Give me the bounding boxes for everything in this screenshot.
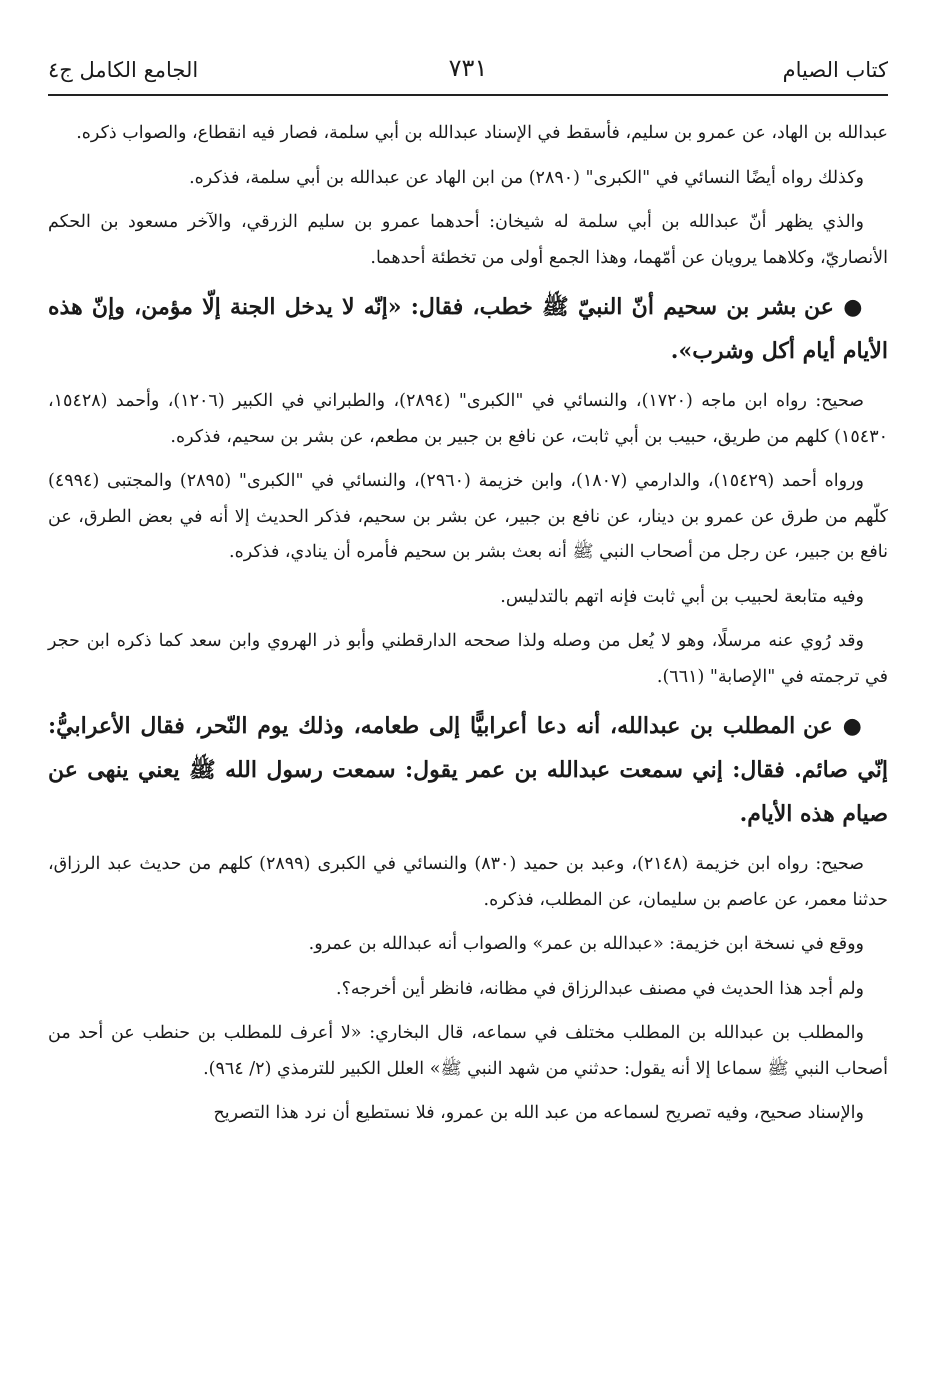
paragraph-note: ووقع في نسخة ابن خزيمة: «عبدالله بن عمر» والصواب أنه عبدالله بن عمرو. xyxy=(308,934,864,954)
book-title: كتاب الصيام xyxy=(782,58,888,82)
hadith-text xyxy=(48,704,888,836)
header-rule xyxy=(48,94,888,96)
paragraph-note: والمطلب بن عبدالله بن المطلب مختلف في سماعه، قال البخاري: «لا أعرف للمطلب بن حنطب عن أحد من أصحاب النبي ﷺ سماعا إلا أنه يقول: حدثني من شهد النبي ﷺ» العلل الكبير للترمذي (٢/ ٩٦٤). xyxy=(48,1023,888,1079)
paragraph-note: وفيه متابعة لحبيب بن أبي ثابت فإنه اتهم بالتدليس. xyxy=(500,586,864,607)
page-body xyxy=(48,116,888,1141)
volume-title: الجامع الكامل ج٤ xyxy=(48,58,199,82)
hadith-body: عن بشر بن سحيم أنّ النبيّ ﷺ خطب، فقال: «إنّه لا يدخل الجنة إلّا مؤمن، وإنّ هذه الأيام أيام أكل وشرب». xyxy=(48,294,888,364)
hadith-bullet: ● xyxy=(842,713,864,739)
paragraph-note: والإسناد صحيح، وفيه تصريح لسماعه من عبد الله بن عمرو، فلا نستطيع أن نرد هذا التصريح xyxy=(213,1103,864,1123)
page-number: ٧٣١ xyxy=(448,54,488,82)
paragraph-takhrij: صحيح: رواه ابن خزيمة (٢١٤٨)، وعبد بن حميد (٨٣٠) والنسائي في الكبرى (٢٨٩٩) كلهم من حديث عبد الرزاق، حدثنا معمر، عن عاصم بن سليمان، عن المطلب، فذكره. xyxy=(48,854,888,910)
paragraph-takhrij: صحيح: رواه ابن ماجه (١٧٢٠)، والنسائي في "الكبرى" (٢٨٩٤)، والطبراني في الكبير (١٢٠٦)، وأحمد (١٥٤٢٨، ١٥٤٣٠) كلهم من طريق، حبيب بن أبي ثابت، عن نافع بن جبير بن مطعم، عن بشر بن سحيم، فذكره. xyxy=(48,391,888,447)
hadith-text xyxy=(48,285,888,373)
hadith-bullet: ● xyxy=(843,294,864,320)
paragraph-note: والذي يظهر أنّ عبدالله بن أبي سلمة له شيخان: أحدهما عمرو بن سليم الزرقي، والآخر مسعود بن الحكم الأنصاريّ، وكلاهما يرويان عن أمّهما، وهذا الجمع أولى من تخطئة أحدهما. xyxy=(48,212,888,268)
page-header xyxy=(48,52,888,92)
paragraph-note: وقد رُوي عنه مرسلًا، وهو لا يُعل من وصله ولذا صححه الدارقطني وأبو ذر الهروي وابن سعد كما ذكره ابن حجر في ترجمته في "الإصابة" (٦٦١). xyxy=(48,631,888,687)
paragraph-note: ولم أجد هذا الحديث في مصنف عبدالرزاق في مظانه، فانظر أين أخرجه؟. xyxy=(336,978,864,999)
paragraph-note: وكذلك رواه أيضًا النسائي في "الكبرى" (٢٨٩٠) من ابن الهاد عن عبدالله بن أبي سلمة، فذكره. xyxy=(189,167,864,188)
paragraph-continuation: عبدالله بن الهاد، عن عمرو بن سليم، فأسقط في الإسناد عبدالله بن أبي سلمة، فصار فيه انقطاع، والصواب ذكره. xyxy=(76,123,888,143)
paragraph-takhrij: ورواه أحمد (١٥٤٢٩)، والدارمي (١٨٠٧)، وابن خزيمة (٢٩٦٠)، والنسائي في "الكبرى" (٢٨٩٥) والمجتبى (٤٩٩٤) كلّهم من طرق عن عمرو بن دينار، عن نافع بن جبير، عن بشر بن سحيم، فذكر الحديث إلا أنه في بعض الطرق، عن نافع بن جبير، عن رجل من أصحاب النبي ﷺ أنه بعث بشر بن سحيم فأمره أن ينادي، فذكره. xyxy=(48,471,888,562)
hadith-body: عن المطلب بن عبدالله، أنه دعا أعرابيًّا إلى طعامه، وذلك يوم النّحر، فقال الأعرابيُّ: إنّي صائم. فقال: إني سمعت عبدالله بن عمر يقول: سمعت رسول الله ﷺ يعني ينهى عن صيام هذه الأيام. xyxy=(48,713,888,827)
